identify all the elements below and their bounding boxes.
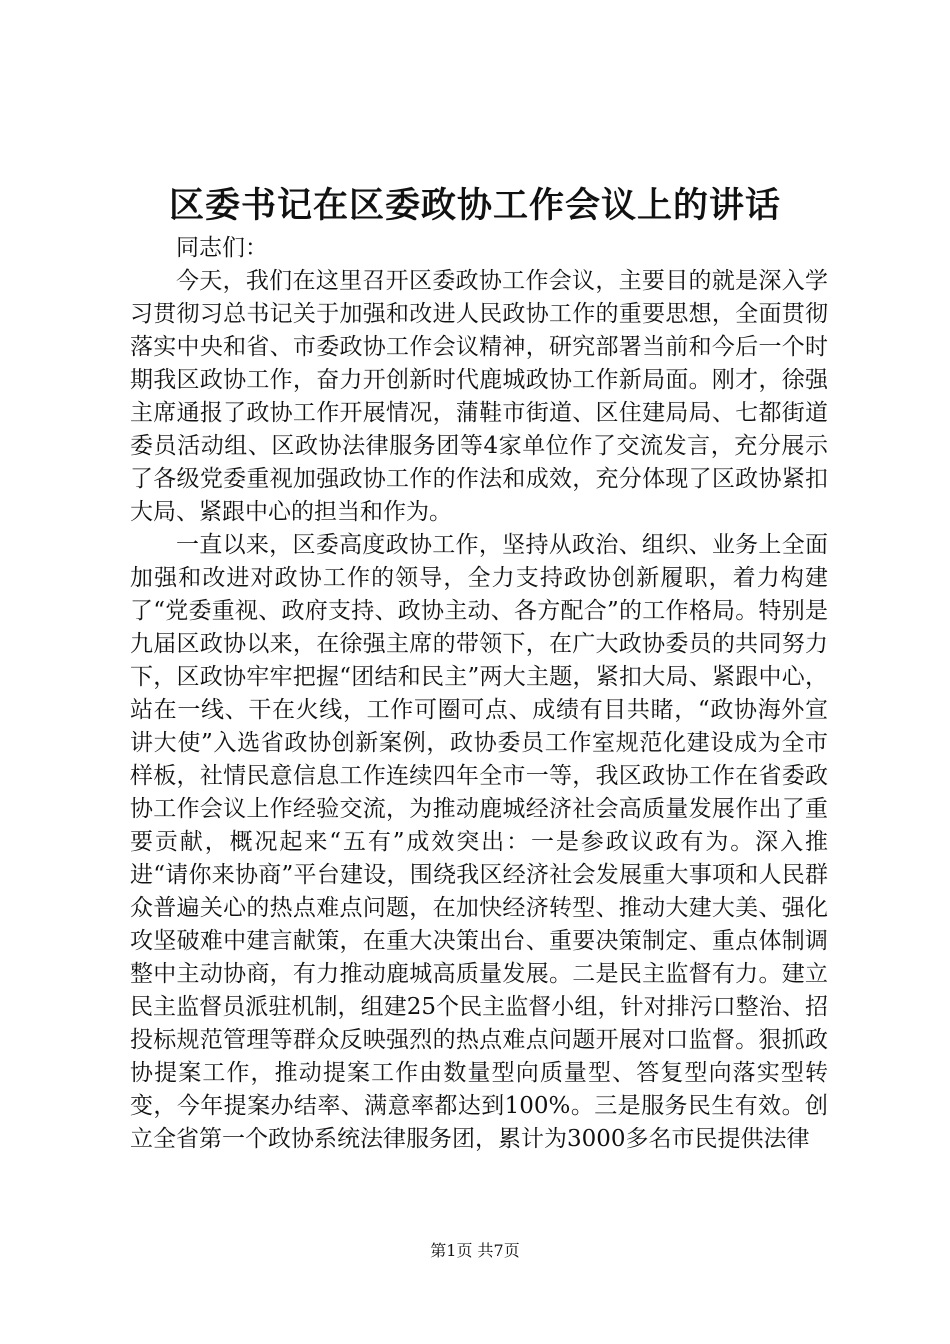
page-footer: 第1页 共7页 bbox=[430, 1241, 520, 1260]
paragraph: 一直以来，区委高度政协工作，坚持从政治、组织、业务上全面加强和改进对政协工作的领导，全力支持政协创新履职，着力构建了“党委重视、政府支持、政协主动、各方配合”的工作格局。特别是九届区政协以来，在徐强主席的带领下，在广大政协委员的共同努力下，区政协牢牢把握“团结和民主”两大主题，紧扣大局、紧跟中心，站在一线、干在火线，工作可圈可点、成绩有目共睹，“政协海外宣讲大使”入选省政协创新案例，政协委员工作室规范化建设成为全市样板，社情民意信息工作连续四年全市一等，我区政协工作在省委政协工作会议上作经验交流，为推动鹿城经济社会高质量发展作出了重要贡献，概况起来“五有”成效突出：一是参政议政有为。深入推进“请你来协商”平台建设，围绕我区经济社会发展重大事项和人民群众普遍关心的热点难点问题，在加快经济转型、推动大建大美、强化攻坚破难中建言献策，在重大决策出台、重要决策制定、重点体制调整中主动协商，有力推动鹿城高质量发展。二是民主监督有力。建立民主监督员派驻机制，组建25个民主监督小组，针对排污口整治、招投标规范管理等群众反映强烈的热点难点问题开展对口监督。狠抓政协提案工作，推动提案工作由数量型向质量型、答复型向落实型转变，今年提案办结率、满意率都达到100%。三是服务民生有效。创立全省第一个政协系统法律服务团，累计为3000多名市民提供法律 bbox=[130, 532, 828, 1152]
document-title: 区委书记在区委政协工作会议上的讲话 bbox=[168, 185, 781, 226]
document-body bbox=[130, 232, 828, 1156]
salutation: 同志们： bbox=[176, 235, 268, 261]
paragraph: 今天，我们在这里召开区委政协工作会议，主要目的就是深入学习贯彻习总书记关于加强和改进人民政协工作的重要思想，全面贯彻落实中央和省、市委政协工作会议精神，研究部署当前和今后一个时期我区政协工作，奋力开创新时代鹿城政协工作新局面。刚才，徐强主席通报了政协工作开展情况，蒲鞋市街道、区住建局局、七都街道委员活动组、区政协法律服务团等4家单位作了交流发言，充分展示了各级党委重视加强政协工作的作法和成效，充分体现了区政协紧扣大局、紧跟中心的担当和作为。 bbox=[130, 268, 828, 525]
